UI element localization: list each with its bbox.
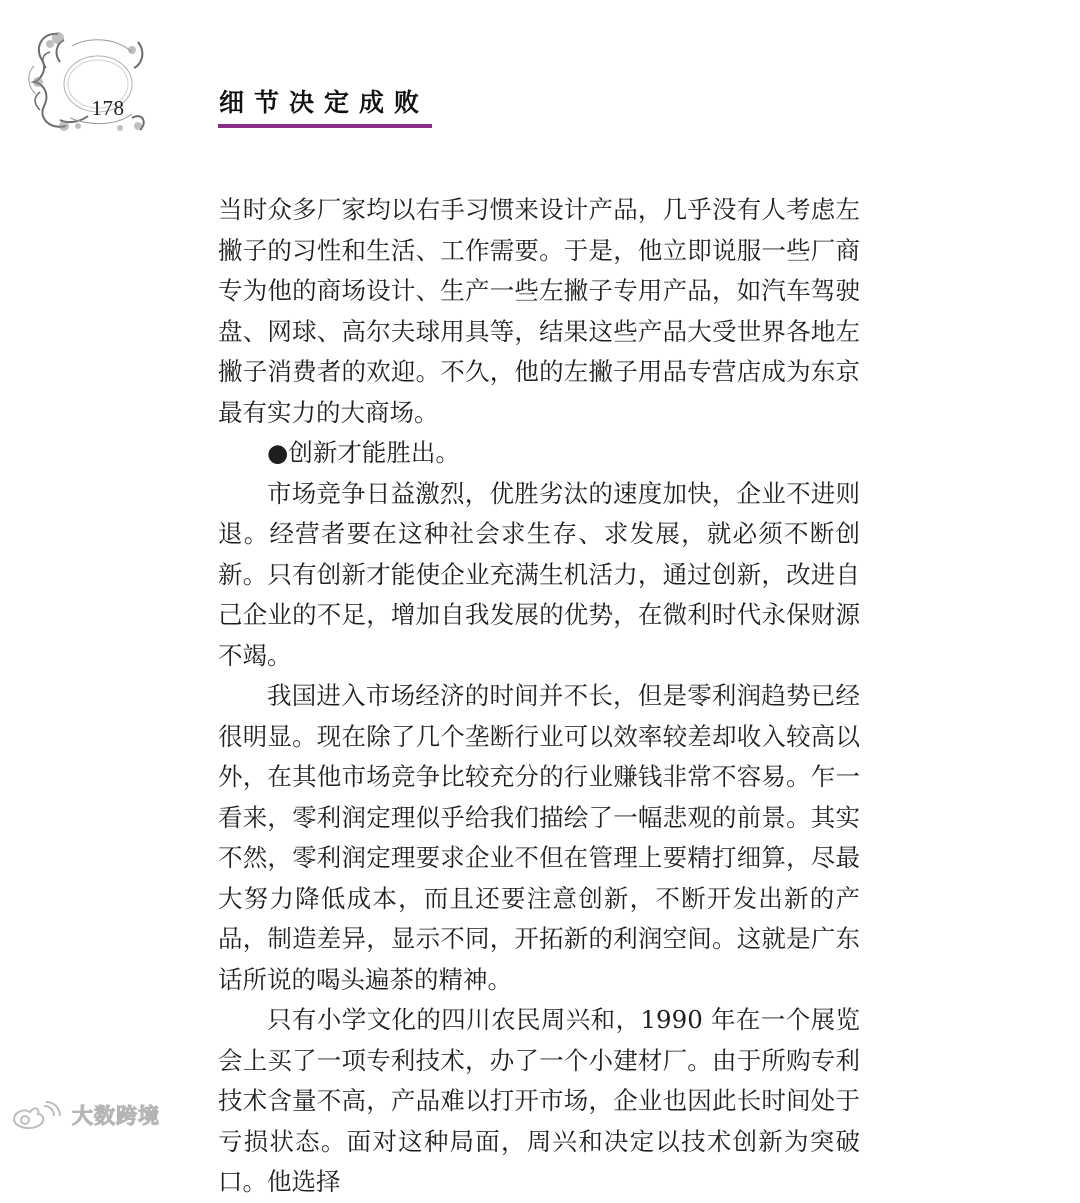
header-underline xyxy=(218,124,432,128)
running-head-title: 细节决定成败 xyxy=(219,88,430,117)
paragraph: 市场竞争日益激烈，优胜劣汰的速度加快，企业不进则退。经营者要在这种社会求生存、求发展，就必须不断创新。只有创新才能使企业充满生机活力，通过创新，改进自己企业的不足，增加自我发展的优势，在微利时代永保财源不竭。 xyxy=(218,478,860,670)
watermark xyxy=(8,1098,160,1132)
paragraph: 只有小学文化的四川农民周兴和，1990 年在一个展览会上买了一项专利技术，办了一个小建材厂。由于所购专利技术含量不高，产品难以打开市场，企业也因此长时间处于亏损状态。面对这种局面，周兴和决定以技术创新为突破口。他选择 xyxy=(218,1005,860,1196)
watermark-text: 大数跨境 xyxy=(72,1104,160,1128)
body-text xyxy=(218,190,860,1203)
paragraph: 我国进入市场经济的时间并不长，但是零利润趋势已经很明显。现在除了几个垄断行业可以效率较差却收入较高以外，在其他市场竞争比较充分的行业赚钱非常不容易。乍一看来，零利润定理似乎给我们描绘了一幅悲观的前景。其实不然，零利润定理要求企业不但在管理上要精打细算，尽最大努力降低成本，而且还要注意创新，不断开发出新的产品，制造差异，显示不同，开拓新的利润空间。这就是广东话所说的喝头遍茶的精神。 xyxy=(218,681,860,994)
weibo-logo-icon xyxy=(8,1100,66,1130)
page-number-ornament xyxy=(20,22,160,137)
paragraph: 当时众多厂家均以右手习惯来设计产品，几乎没有人考虑左撇子的习性和生活、工作需要。于是，他立即说服一些厂商专为他的商场设计、生产一些左撇子专用产品，如汽车驾驶盘、网球、高尔夫球用具等，结果这些产品大受世界各地左撇子消费者的欢迎。不久，他的左撇子用品专营店成为东京最有实力的大商场。 xyxy=(218,195,860,427)
section-bullet-heading: ●创新才能胜出。 xyxy=(267,438,460,467)
page-number: 178 xyxy=(91,96,125,120)
